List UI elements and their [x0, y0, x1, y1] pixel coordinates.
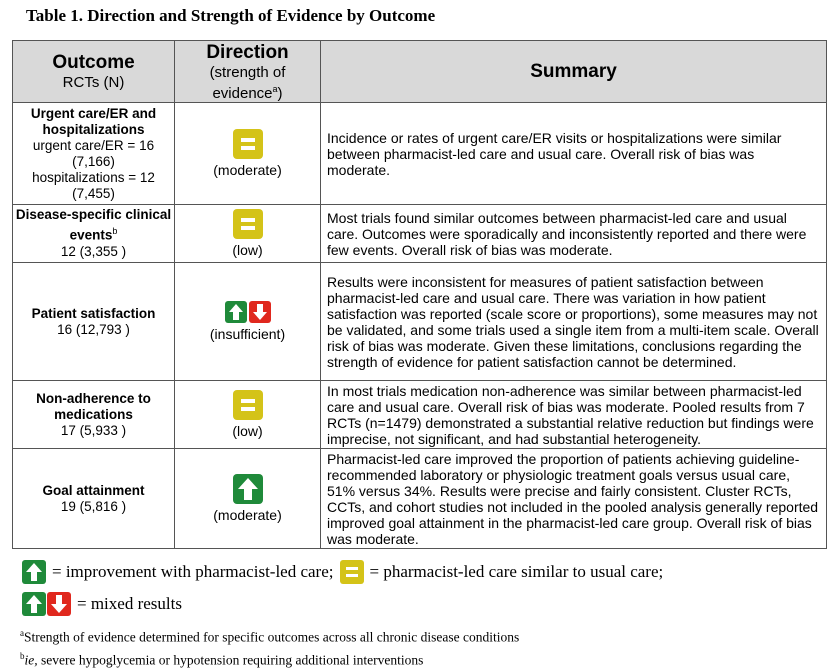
evidence-table [12, 40, 827, 549]
legend-row [22, 588, 663, 620]
table-row [13, 381, 827, 449]
direction-cell [175, 205, 321, 263]
footnotes [20, 624, 519, 669]
direction-cell [175, 263, 321, 381]
header-outcome: Outcome RCTs (N) [13, 41, 175, 103]
summary-cell: Results were inconsistent for measures of patient satisfaction between pharmacist-led care and usual care. There was variation in how patient satisfaction was reported (scale score or proportions), some measures may not be validated, and some trials used a single item from a multi-item scale. Overall risk of bias was moderate. Given these limitations, conclusions regarding the strength of evidence for patient satisfaction cannot be determined. [321, 263, 827, 381]
legend-mixed: = mixed results [77, 594, 182, 613]
outcome-cell: Patient satisfaction 16 (12,793 ) [13, 263, 175, 381]
legend [22, 556, 663, 620]
legend-row [22, 556, 663, 588]
summary-cell: Pharmacist-led care improved the proportion of patients achieving guideline-recommended laboratory or physiologic treatment goals versus usual care, 51% versus 34%. Results were precise and fairly consistent. Cluster RCTs, CCTs, and cohort studies not included in the pooled analysis generally reported improved goal attainment in the pharmacist-led care group. Overall risk of bias was moderate. [321, 449, 827, 549]
outcome-cell: Urgent care/ER and hospitalizations urgent care/ER = 16 (7,166) hospitalizations = 12 (7,455) [13, 103, 175, 205]
strength-label: (low) [232, 242, 263, 258]
up-arrow-icon [22, 560, 46, 584]
legend-improvement: = improvement with pharmacist-led care; [52, 562, 334, 581]
equal-icon [340, 560, 364, 584]
down-arrow-icon [47, 592, 71, 616]
table-row [13, 449, 827, 549]
up-arrow-icon [22, 592, 46, 616]
strength-label: (insufficient) [209, 326, 286, 342]
direction-cell [175, 103, 321, 205]
table-row [13, 205, 827, 263]
outcome-cell: Goal attainment 19 (5,816 ) [13, 449, 175, 549]
equal-icon [233, 129, 263, 159]
down-arrow-icon [249, 301, 271, 323]
strength-label: (low) [232, 423, 263, 439]
strength-label: (moderate) [213, 507, 282, 523]
table-title: Table 1. Direction and Strength of Evidence by Outcome [26, 6, 436, 25]
summary-cell: Incidence or rates of urgent care/ER visits or hospitalizations were similar between pharmacist-led care and usual care. Overall risk of bias was moderate. [321, 103, 827, 205]
table-header-row [13, 41, 827, 103]
summary-cell: In most trials medication non-adherence was similar between pharmacist-led care and usual care. Overall risk of bias was moderate. Pooled results from 7 RCTs (n=1479) demonstrated a substantial relative reduction but findings were imprecise, not significant, and had substantial heterogeneity. [321, 381, 827, 449]
up-arrow-icon [233, 474, 263, 504]
header-direction: Direction (strength of evidence$^a$) [175, 41, 321, 103]
equal-icon [233, 390, 263, 420]
equal-icon [233, 209, 263, 239]
footnote-b: $^b$ie, severe hypoglycemia or hypotension requiring additional interventions [20, 650, 424, 667]
outcome-cell: Non-adherence to medications 17 (5,933 ) [13, 381, 175, 449]
header-summary: Summary [321, 41, 827, 103]
direction-cell [175, 449, 321, 549]
strength-label: (moderate) [213, 162, 282, 178]
up-arrow-icon [225, 301, 247, 323]
legend-similar: = pharmacist-led care similar to usual care; [369, 562, 664, 581]
outcome-cell: Disease-specific clinical events$^b$ 12 (3,355 ) [13, 205, 175, 263]
table-row [13, 263, 827, 381]
direction-cell [175, 381, 321, 449]
table-row [13, 103, 827, 205]
summary-cell: Most trials found similar outcomes between pharmacist-led care and usual care. Outcomes were sporadically and inconsistently reported and there were few events. Overall risk of bias was moderate. [321, 205, 827, 263]
footnote-a: $^a$Strength of evidence determined for specific outcomes across all chronic disease conditions [20, 628, 520, 645]
